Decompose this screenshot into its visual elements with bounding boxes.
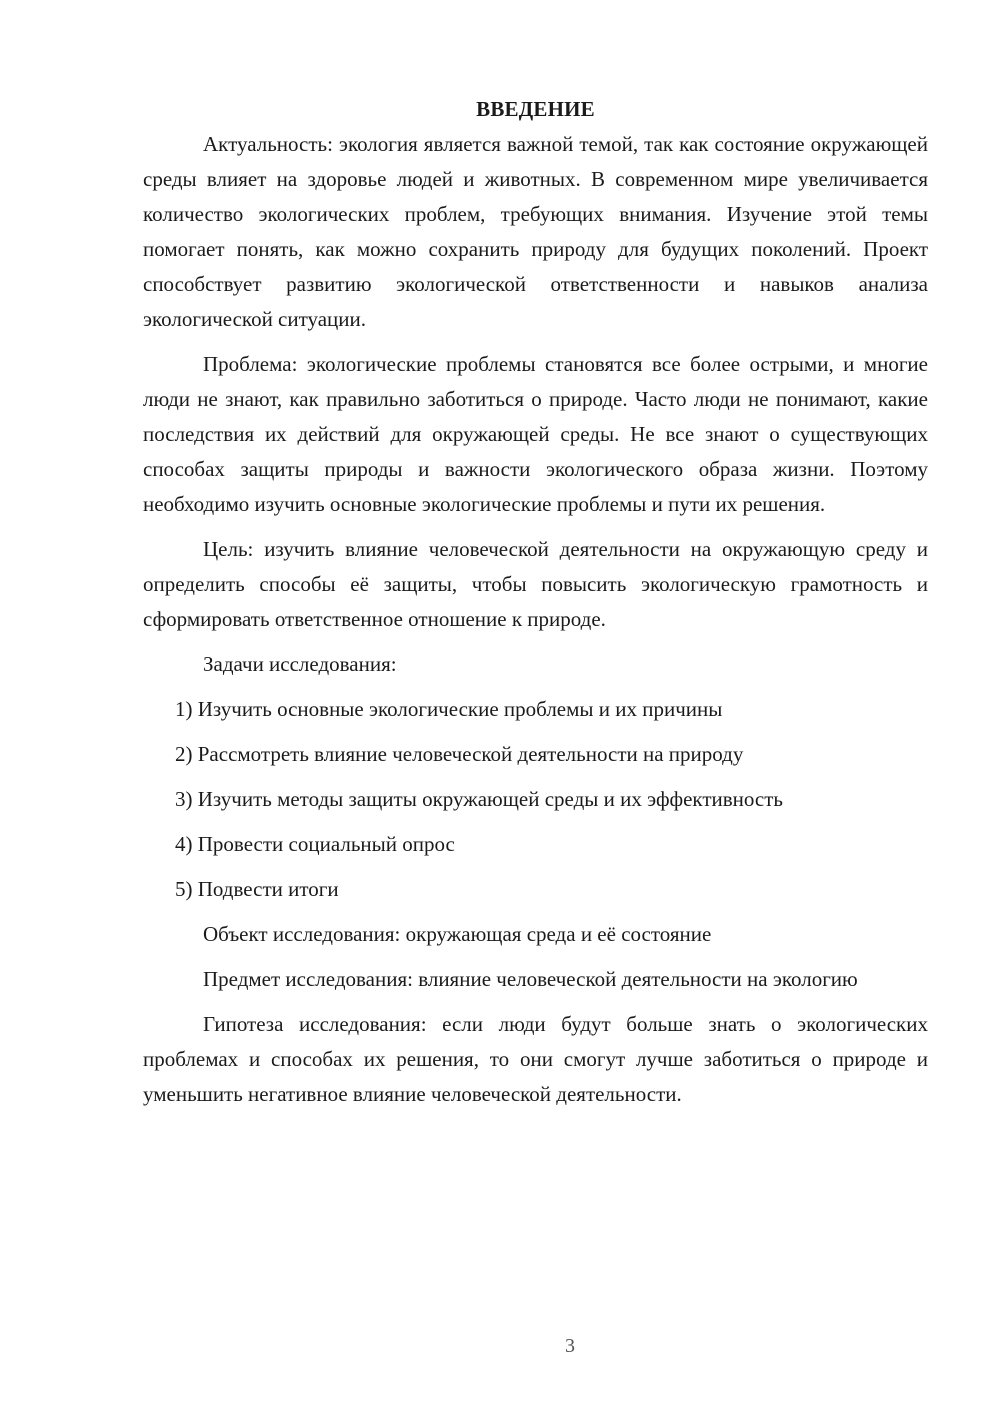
object-paragraph: Объект исследования: окружающая среда и её состояние: [203, 922, 712, 946]
page-number: 3: [565, 1335, 575, 1357]
subject-paragraph: Предмет исследования: влияние человеческой деятельности на экологию: [203, 967, 858, 991]
problem-paragraph: Проблема: экологические проблемы становятся все более острыми, и многие люди не знают, как правильно заботиться о природе. Часто люди не понимают, какие последствия их действий для окружающей среды. Не все знают о существующих способах защиты природы и важности экологического образа жизни. Поэтому необходимо изучить основные экологические проблемы и пути их решения.: [143, 352, 928, 516]
hypothesis-paragraph: Гипотеза исследования: если люди будут больше знать о экологических проблемах и способах их решения, то они смогут лучше заботиться о природе и уменьшить негативное влияние человеческой деятельности.: [143, 1012, 928, 1106]
document-page: [143, 92, 928, 1112]
list-item: 2) Рассмотреть влияние человеческой деятельности на природу: [175, 742, 744, 766]
tasks-heading: Задачи исследования:: [203, 652, 397, 676]
list-item: 3) Изучить методы защиты окружающей среды и их эффективность: [175, 787, 784, 811]
tasks-list: [143, 692, 928, 907]
goal-paragraph: Цель: изучить влияние человеческой деятельности на окружающую среду и определить способы её защиты, чтобы повысить экологическую грамотность и сформировать ответственное отношение к природе.: [143, 537, 928, 631]
list-item: 4) Провести социальный опрос: [175, 832, 455, 856]
list-item: 1) Изучить основные экологические проблемы и их причины: [175, 697, 723, 721]
section-title: ВВЕДЕНИЕ: [476, 97, 595, 121]
relevance-paragraph: Актуальность: экология является важной темой, так как состояние окружающей среды влияет на здоровье людей и животных. В современном мире увеличивается количество экологических проблем, требующих внимания. Изучение этой темы помогает понять, как можно сохранить природу для будущих поколений. Проект способствует развитию экологической ответственности и навыков анализа экологической ситуации.: [143, 132, 928, 331]
list-item: 5) Подвести итоги: [175, 877, 339, 901]
